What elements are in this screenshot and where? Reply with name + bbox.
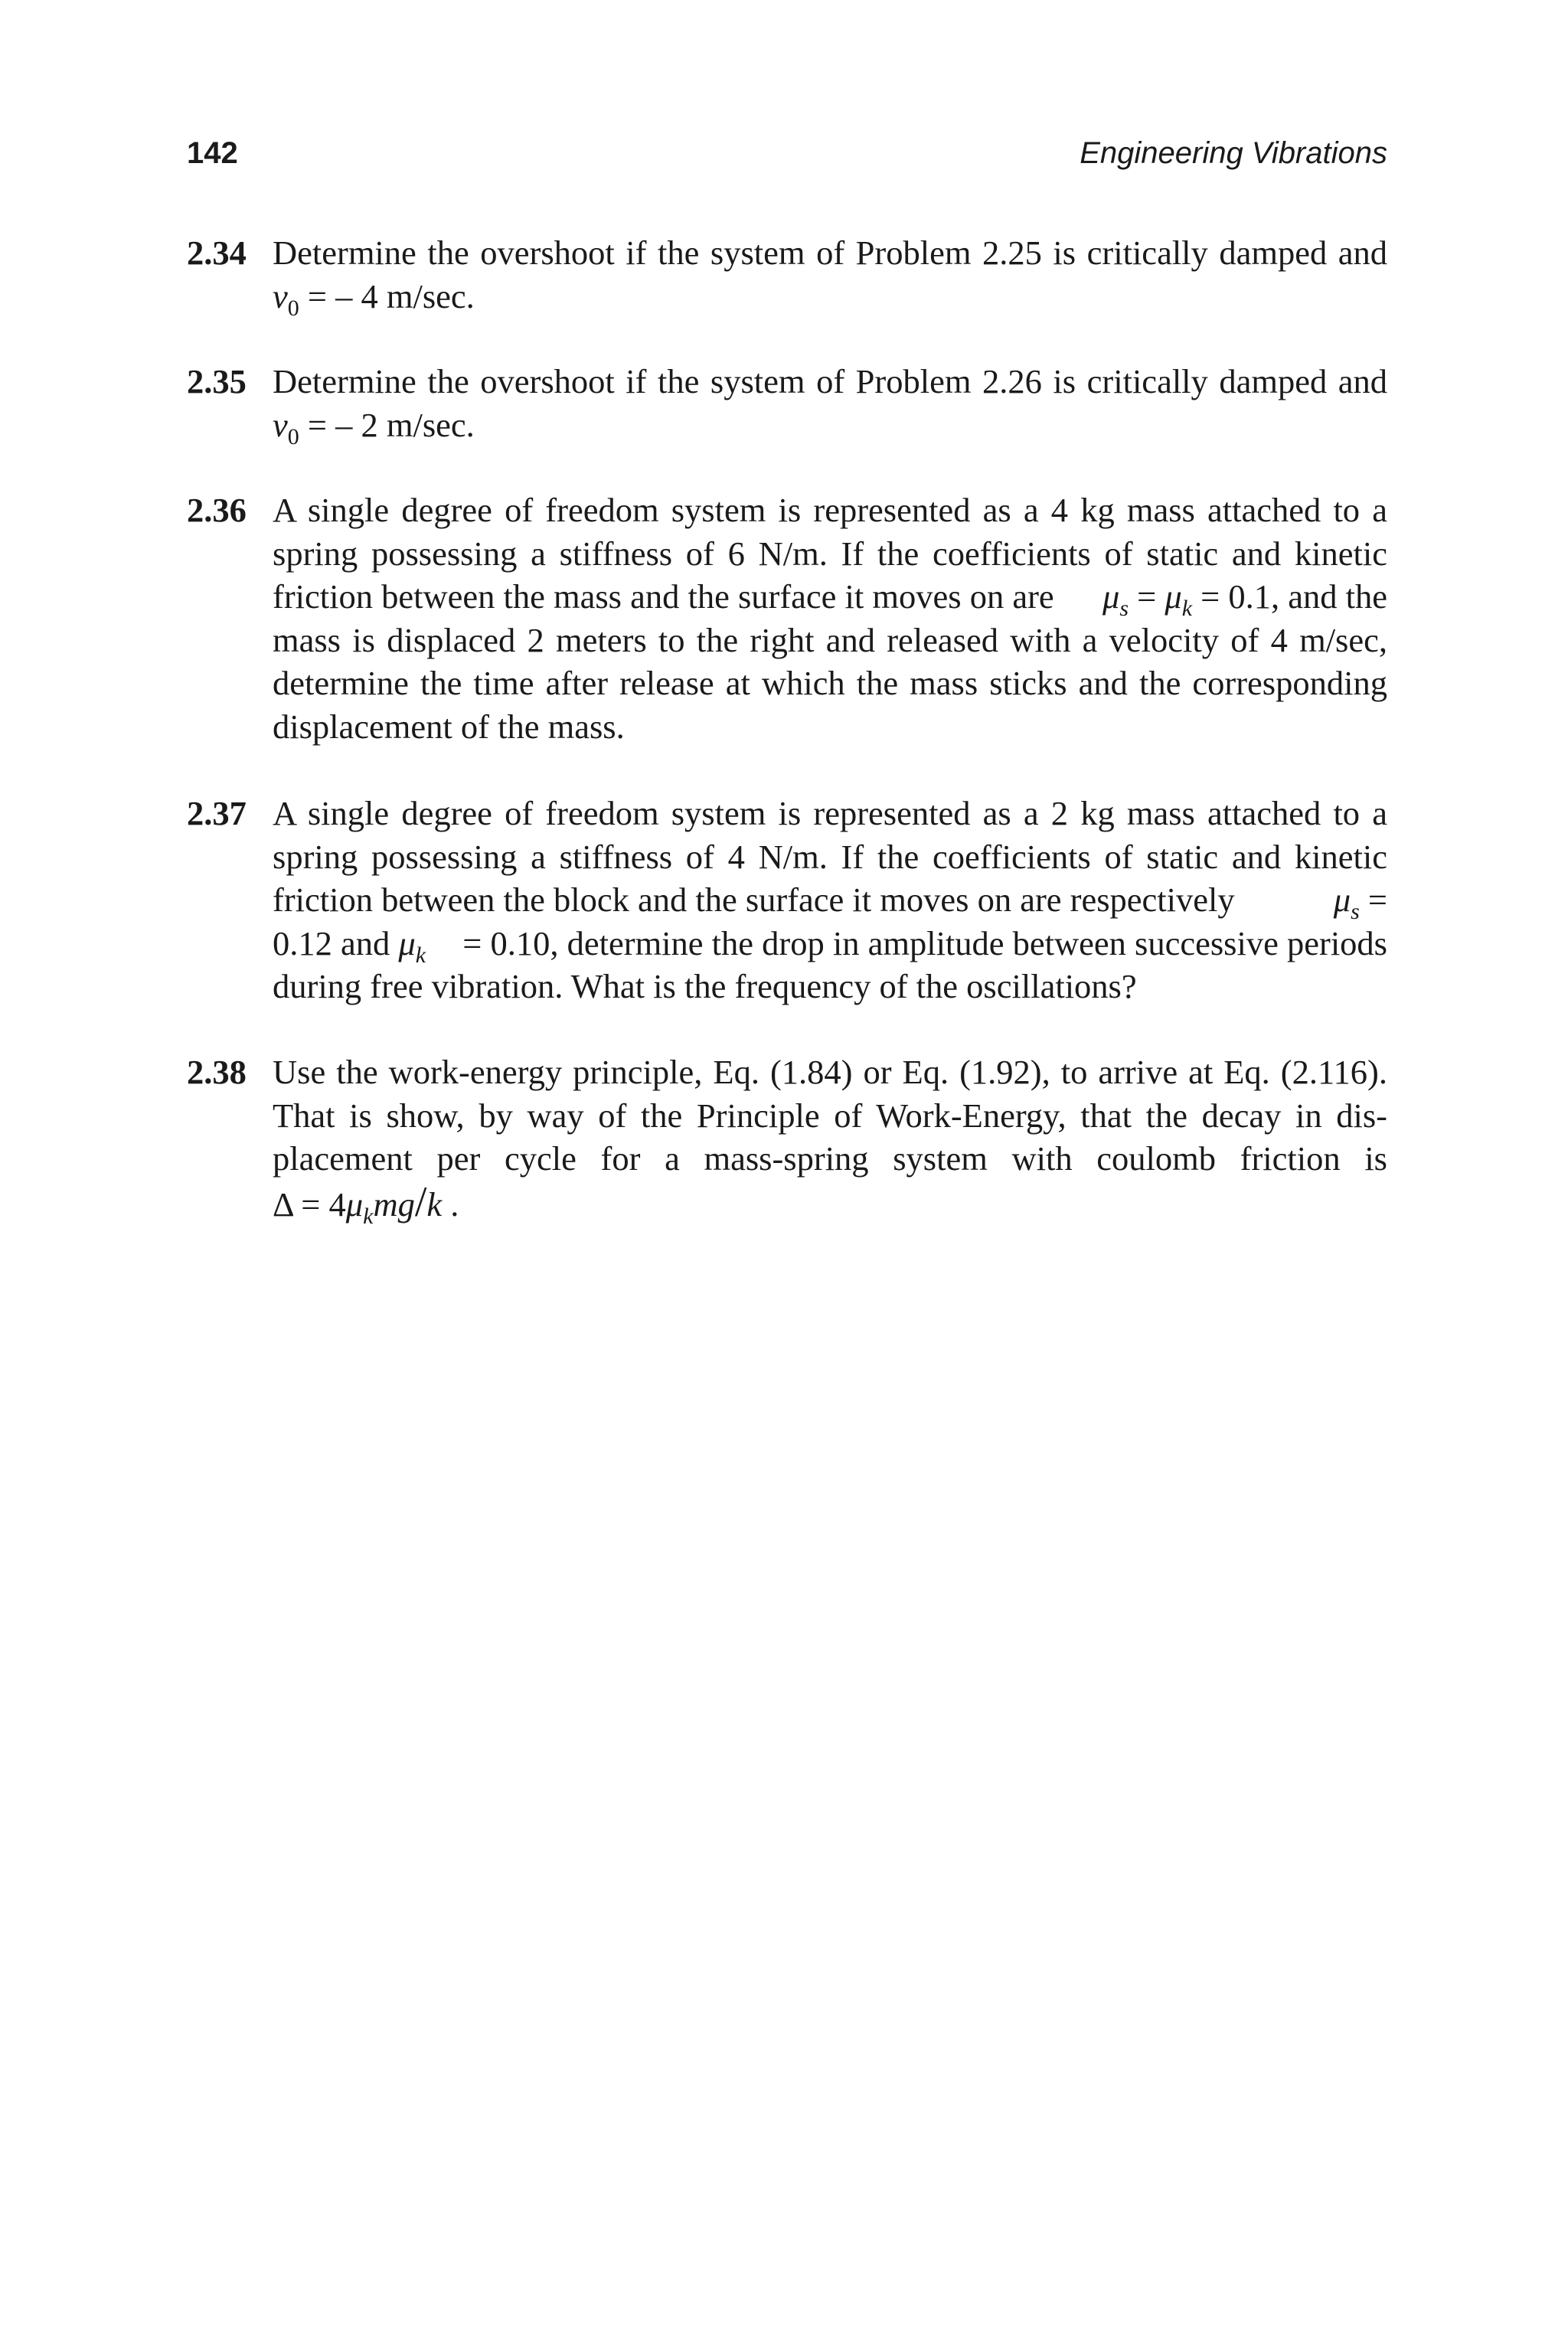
problem-2-38 bbox=[187, 1050, 1387, 1229]
problem-2-35 bbox=[187, 360, 1387, 449]
problem-2-36 bbox=[187, 488, 1387, 748]
problem-number: 2.35 bbox=[187, 362, 247, 400]
problem-text: Use the work-energy principle, Eq. (1.84) or Eq. (1.92), to arrive at Eq. (2.116). That is show, by way of the Principle of Work-Energy, that the decay in dis- placement per cycle for a mass-spring system with coulomb friction is $\Delta = 4\mu_kmg/k$ . bbox=[273, 1053, 1387, 1229]
running-title: Engineering Vibrations bbox=[1080, 136, 1387, 170]
page-number: 142 bbox=[187, 136, 238, 170]
problem-text: Determine the overshoot if the system of Problem 2.25 is critically damped and $v_0$ = – 4 m/sec. bbox=[273, 234, 1387, 321]
problem-number: 2.37 bbox=[187, 794, 247, 832]
problem-2-34 bbox=[187, 231, 1387, 321]
problem-text: Determine the overshoot if the system of Problem 2.26 is critically damped and $v_0$ = – 2 m/sec. bbox=[273, 362, 1387, 449]
problem-number: 2.36 bbox=[187, 491, 247, 529]
decay-formula: $\Delta = 4\mu_kmg/k$ . bbox=[273, 1178, 459, 1229]
problem-2-37 bbox=[187, 792, 1387, 1008]
problem-number: 2.34 bbox=[187, 234, 247, 272]
problem-number: 2.38 bbox=[187, 1053, 247, 1091]
problem-text: A single degree of freedom system is represented as a 4 kg mass attached to a spring possessing a stiffness of 6 N/m. If the coefficients of static and kinetic friction between the mass and the surface it moves on are $\mu_s = \mu_k = 0.1$, and the mass is displaced 2 meters to the right and released with a velocity of 4 m/sec, determine the time after release at which the mass sticks and the corresponding displacement of the mass. bbox=[273, 491, 1387, 746]
problem-text: A single degree of freedom system is represented as a 2 kg mass attached to a spring possessing a stiffness of 4 N/m. If the coefficients of static and kinetic friction between the block and the surface it moves on are respectively $\mu_s$ = 0.12 and $\mu_k$ = 0.10, determine the drop in amplitude between successive periods during free vibration. What is the frequency of the oscillations? bbox=[273, 794, 1387, 1005]
